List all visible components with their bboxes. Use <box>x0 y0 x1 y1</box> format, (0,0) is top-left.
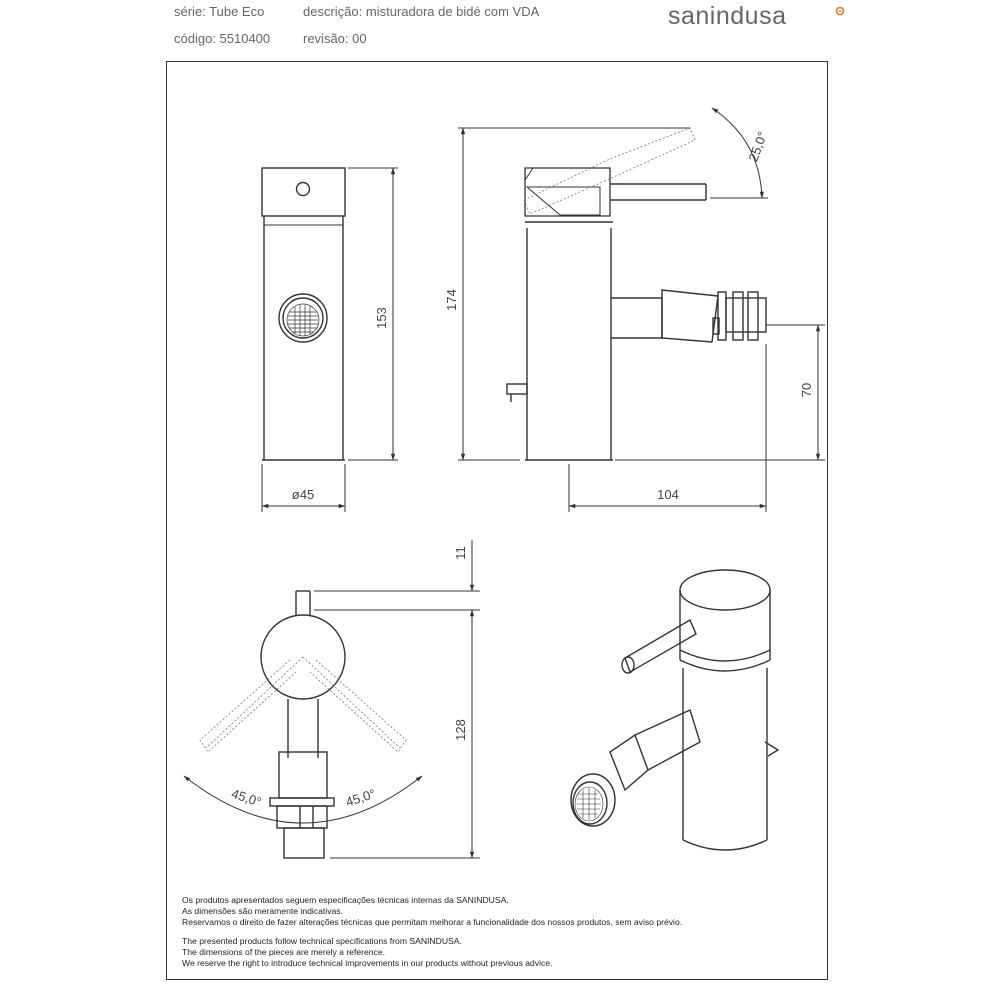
top-dimensions <box>184 540 480 858</box>
series-label: série: Tube Eco <box>174 4 265 19</box>
notes-portuguese <box>182 895 682 929</box>
note-pt-line: As dimensões são meramente indicativas. <box>182 906 343 917</box>
side-height-dim: 174 <box>444 289 459 311</box>
top-length-dim: 128 <box>453 719 468 741</box>
side-angle-dim: 25,0° <box>745 129 771 164</box>
top-offset-dim: 11 <box>453 546 468 560</box>
top-view <box>200 591 406 858</box>
isometric-view <box>571 570 778 850</box>
isometric-aerator-icon <box>575 787 603 821</box>
revision-label: revisão: 00 <box>303 31 367 46</box>
side-dimensions <box>458 108 825 512</box>
note-pt-line: Os produtos apresentados seguem especificações técnicas internas da SANINDUSA. <box>182 895 509 905</box>
front-view <box>262 168 345 460</box>
note-en-line: We reserve the right to introduce technical improvements in our products without previous advice. <box>182 958 553 969</box>
front-hole-icon <box>297 183 310 196</box>
side-view <box>507 128 766 460</box>
side-depth-dim: 104 <box>657 487 679 502</box>
front-diameter-dim: ø45 <box>291 487 315 502</box>
top-angle-left-dim: 45,0° <box>229 785 264 810</box>
brand-logo: sanindusa <box>668 2 787 30</box>
note-pt-line: Reservamos o direito de fazer alterações técnicas que permitam melhorar a funcionalidade dos nossos produtos, sem aviso prévio. <box>182 917 683 928</box>
top-angle-right-dim: 45,0° <box>343 785 378 810</box>
notes-english <box>182 936 553 970</box>
front-aerator-icon <box>287 304 319 336</box>
note-en-line: The presented products follow technical specifications from SANINDUSA. <box>182 936 462 946</box>
description-label: descrição: misturadora de bidé com VDA <box>303 4 540 19</box>
side-outlet-height-dim: 70 <box>799 382 814 398</box>
code-label: código: 5510400 <box>174 31 271 46</box>
note-en-line: The dimensions of the pieces are merely a reference. <box>182 947 386 958</box>
front-height-dim: 153 <box>374 307 389 329</box>
